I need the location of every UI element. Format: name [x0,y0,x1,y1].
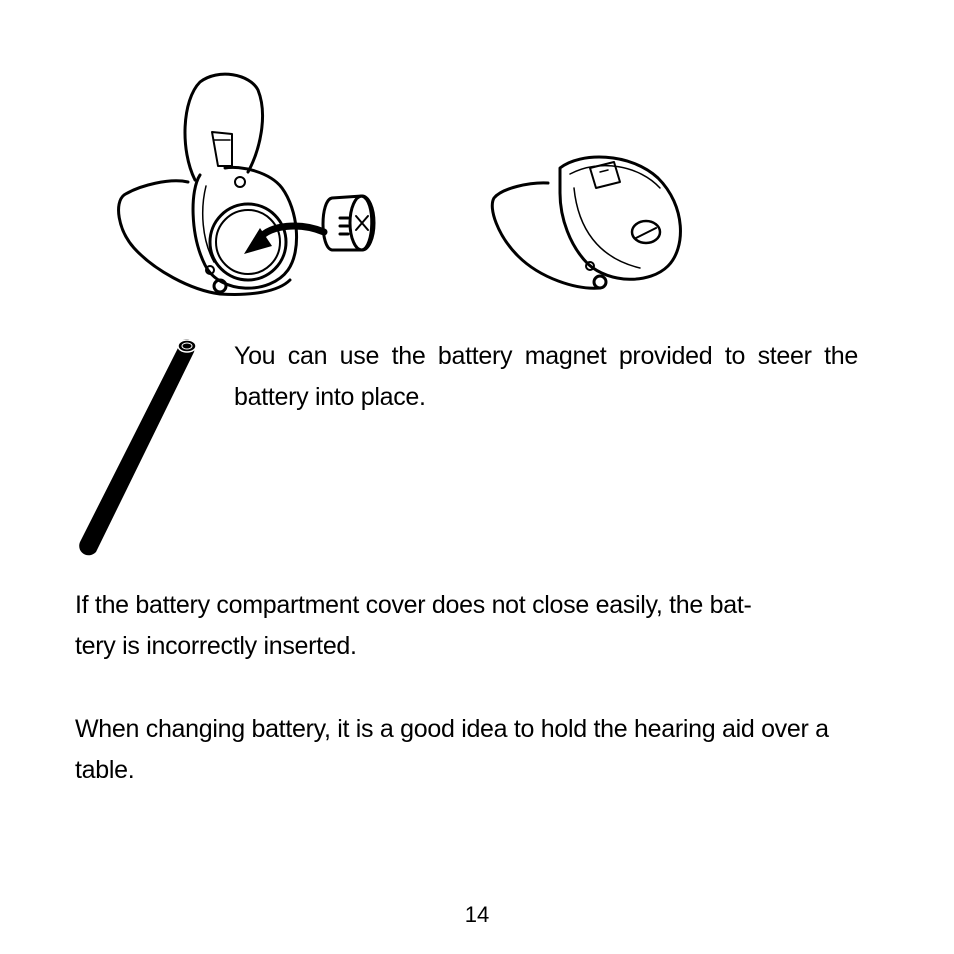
battery-compartment [210,204,286,280]
magnet-tip-paragraph: You can use the battery magnet provided to steer the battery into place. [234,342,858,411]
battery-insertion-illustration [110,70,390,300]
battery-door-flap [185,74,263,180]
closed-compartment-illustration [490,148,690,298]
battery-coin [323,196,372,250]
hearing-aid-shell [492,183,600,288]
magnet-stick [79,339,195,555]
table-tip-paragraph: When changing battery, it is a good idea to hold the hearing aid over a table. [75,715,829,784]
battery-magnet-illustration [72,330,202,562]
page-number: 14 [464,902,490,927]
cover-note-paragraph: If the battery compartment cover does not close easily, the bat- tery is incorrectly inserted. [75,591,752,660]
